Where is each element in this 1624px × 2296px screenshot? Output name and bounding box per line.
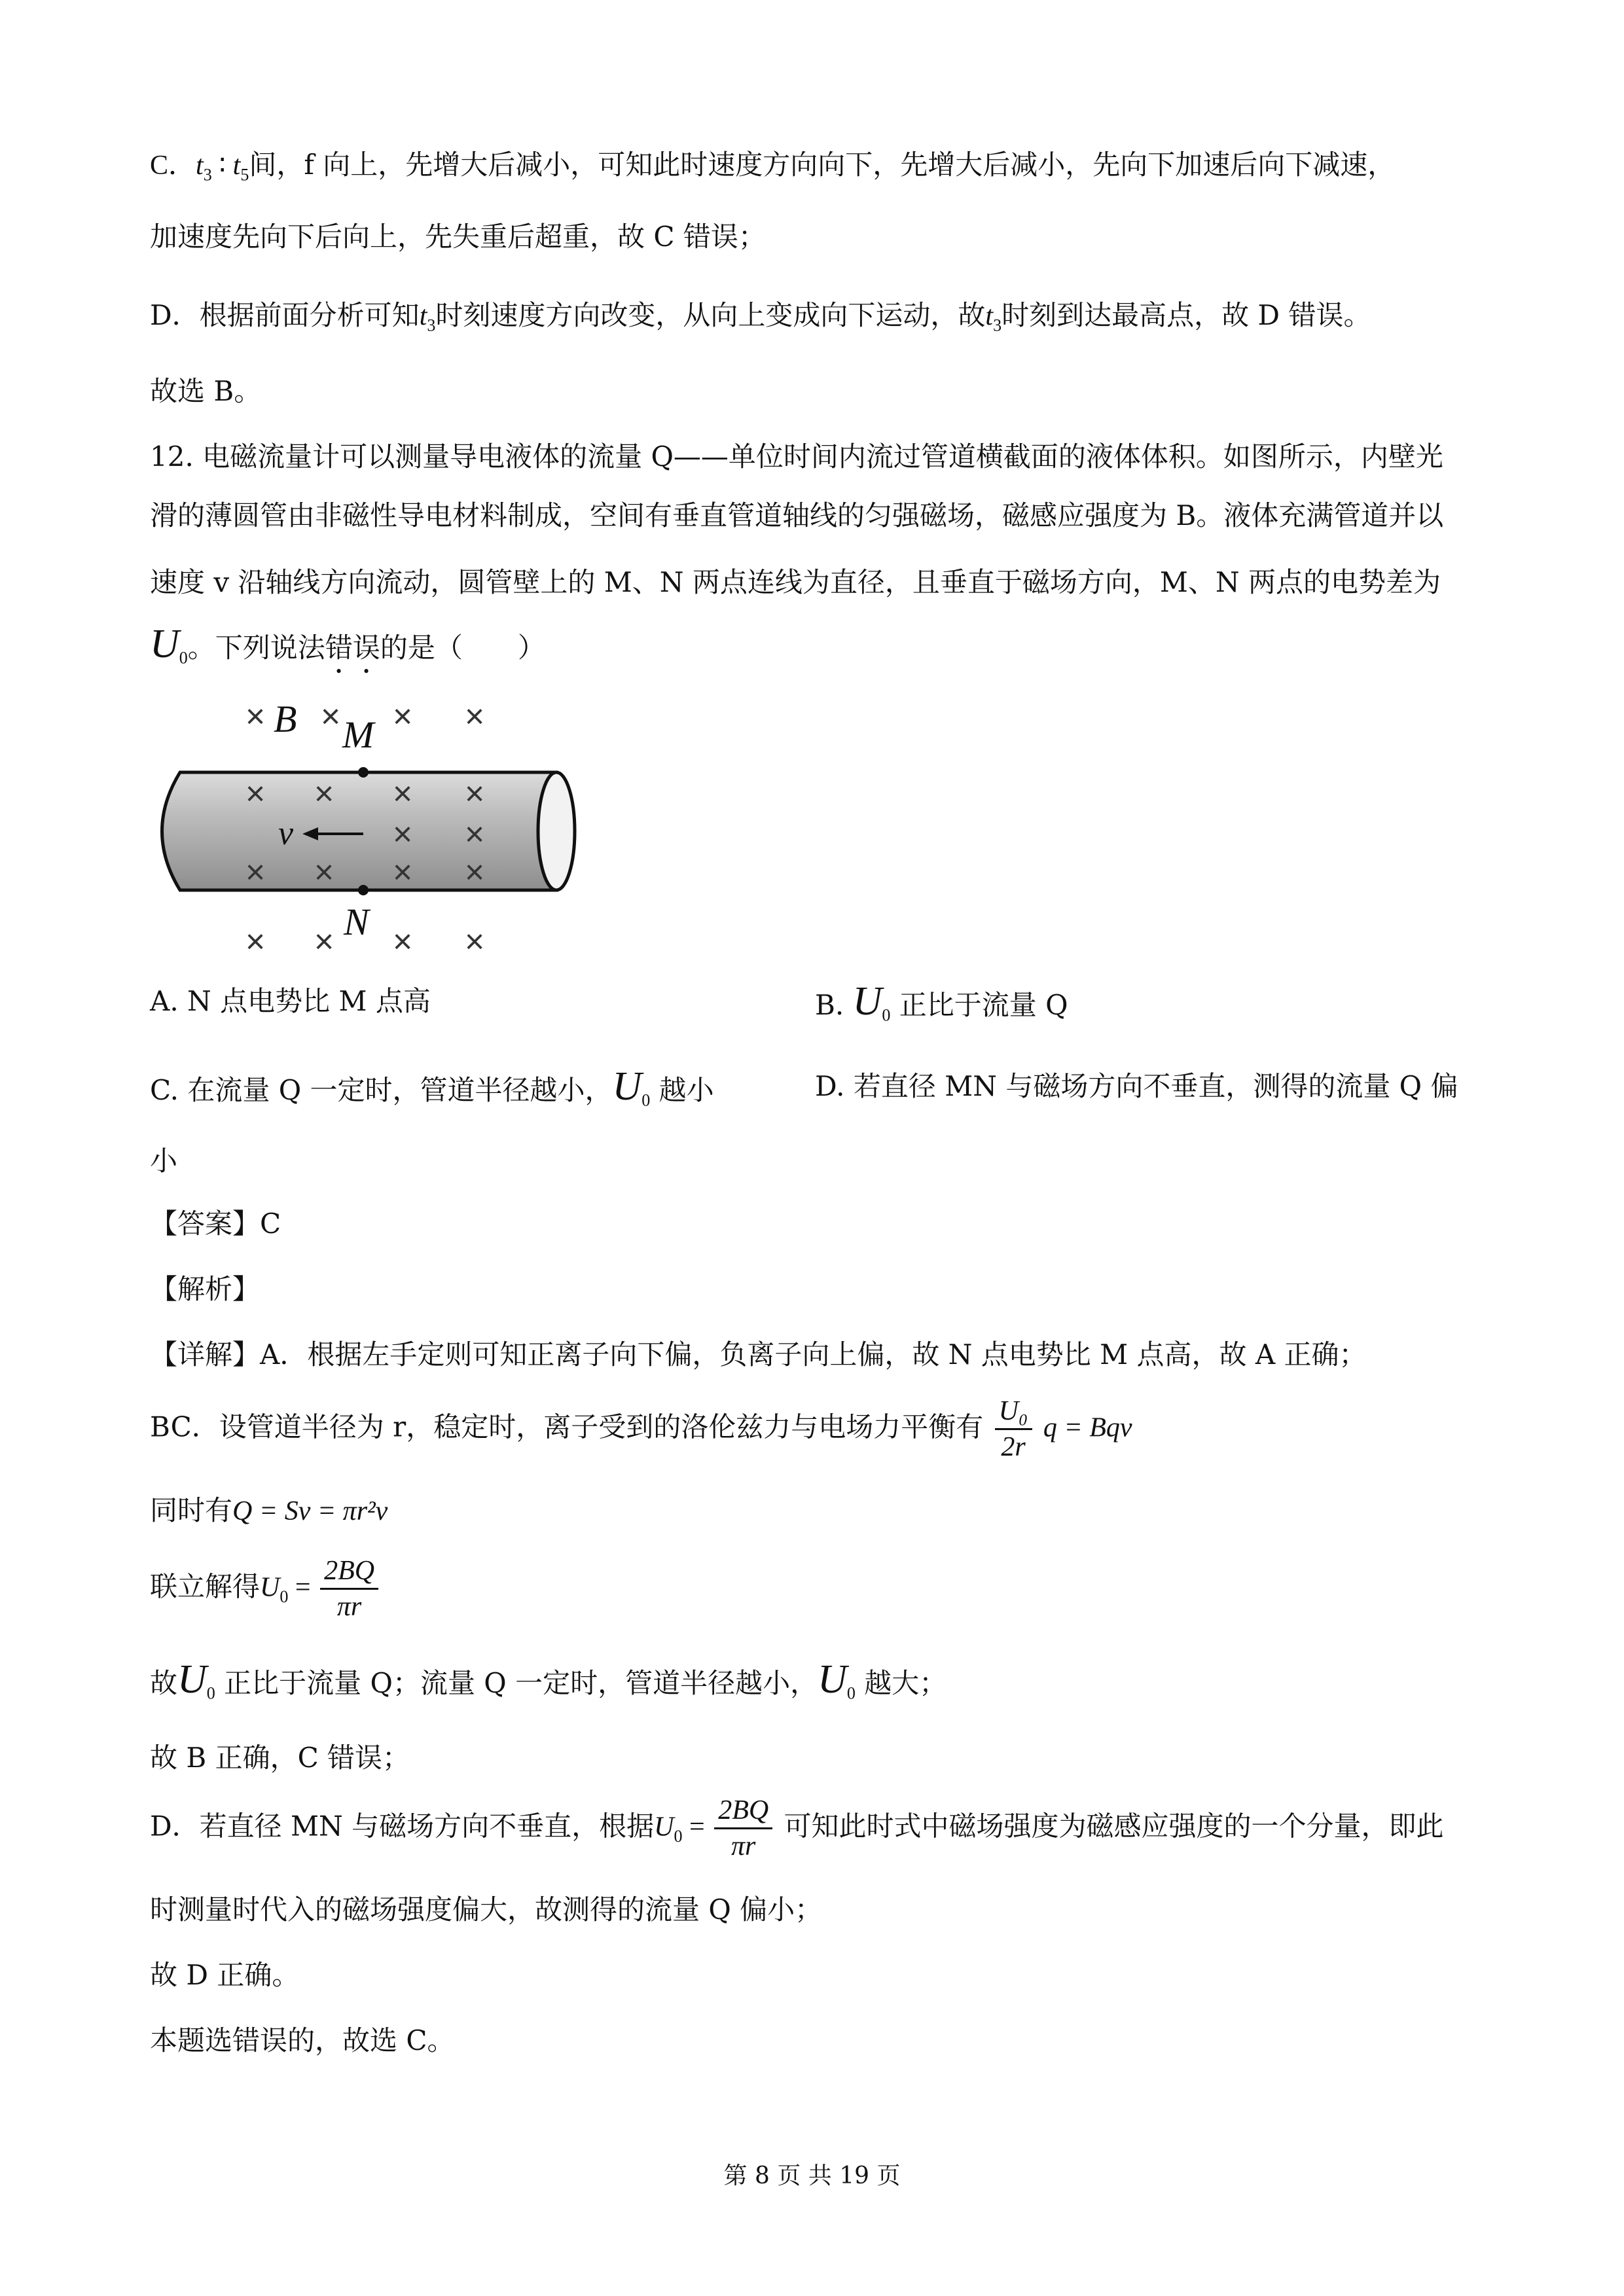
field-cross: × xyxy=(392,775,413,813)
label-B: B xyxy=(274,700,297,740)
option-c: C. 在流量 Q 一定时，管道半径越小，$U_0$ 越小 xyxy=(150,1064,714,1110)
detail-final: 本题选错误的，故选 C。 xyxy=(150,2024,455,2056)
field-cross: × xyxy=(314,775,334,813)
field-cross: × xyxy=(464,700,485,736)
fraction-2bq-over-pir-2: $\frac{2BQ}{\pi r}$ xyxy=(714,1793,772,1863)
prev-option-c-line1: C．$t_3$ ∶ $t_5$间，f 向上，先增大后减小，可知此时速度方向向下，先增大后减小，先向下加速后向下减速， xyxy=(150,149,1396,185)
prev-option-c-line2: 加速度先向下后向上，先失重后超重，故 C 错误； xyxy=(150,221,766,253)
q12-line4: $U_0$。下列说法错误的是（ ） xyxy=(150,622,545,668)
q12-line2: 滑的薄圆管由非磁性导电材料制成，空间有垂直管道轴线的匀强磁场，磁感应强度为 B。液体充满管道并以 xyxy=(150,499,1444,531)
q12-line1: 12. 电磁流量计可以测量导电液体的流量 Q——单位时间内流过管道横截面的液体体积。如图所示，内壁光 xyxy=(150,440,1443,473)
field-cross: × xyxy=(464,923,485,961)
detail-bc-line: BC．设管道半径为 r，稳定时，离子受到的洛伦兹力与电场力平衡有 $\frac{\text{U₀}}{2r}$ q = Bqv xyxy=(150,1394,1132,1464)
field-cross: × xyxy=(464,775,485,813)
field-cross: × xyxy=(245,700,266,736)
fraction-u0-over-2r: $\frac{\text{U₀}}{2r}$ xyxy=(995,1394,1032,1464)
flowmeter-figure xyxy=(144,700,602,962)
label-M: M xyxy=(342,713,374,756)
field-cross: × xyxy=(464,853,485,891)
option-d: D. 若直径 MN 与磁场方向不垂直，测得的流量 Q 偏 xyxy=(815,1070,1458,1102)
option-b: B. $U_0$ 正比于流量 Q xyxy=(815,979,1068,1025)
q12-line3: 速度 v 沿轴线方向流动，圆管壁上的 M、N 两点连线为直径，且垂直于磁场方向，M、N 两点的电势差为 xyxy=(150,566,1441,598)
page-footer: 第 8 页 共 19 页 xyxy=(723,2162,901,2189)
field-cross: × xyxy=(464,816,485,853)
fraction-2bq-over-pir: $\frac{2BQ}{\pi r}$ xyxy=(320,1554,378,1624)
field-cross: × xyxy=(314,923,334,961)
detail-d-result: 故 D 正确。 xyxy=(150,1959,300,1991)
field-cross: × xyxy=(320,700,341,736)
field-cross: × xyxy=(245,923,266,961)
field-cross: × xyxy=(392,700,413,736)
detail-bc-result: 故 B 正确，C 错误； xyxy=(150,1742,410,1774)
field-cross: × xyxy=(245,853,266,891)
field-cross: × xyxy=(314,853,334,891)
detail-d-line1: D．若直径 MN 与磁场方向不垂直，根据$U_0$ = $\frac{2BQ}{\pi r}$ 可知此时式中磁场强度为磁感应强度的一个分量，即此 xyxy=(150,1793,1444,1863)
point-N xyxy=(358,885,369,895)
point-M xyxy=(358,767,369,778)
field-cross: × xyxy=(392,853,413,891)
emphasis-word: 错误 xyxy=(325,632,380,664)
field-cross: × xyxy=(392,816,413,853)
analysis-label: 【解析】 xyxy=(150,1273,261,1305)
prev-option-d-line: D．根据前面分析可知$t_3$时刻速度方向改变，从向上变成向下运动，故$t_3$时刻到达最高点，故 D 错误。 xyxy=(150,299,1371,335)
detail-line1: 【详解】A．根据左手定则可知正离子向下偏，负离子向上偏，故 N 点电势比 M 点高，故 A 正确； xyxy=(150,1338,1367,1371)
prev-choose: 故选 B。 xyxy=(150,375,262,407)
detail-d-line2: 时测量时代入的磁场强度偏大，故测得的流量 Q 偏小； xyxy=(150,1893,823,1926)
option-a: A. N 点电势比 M 点高 xyxy=(150,985,431,1017)
field-cross: × xyxy=(392,923,413,961)
pipe-right-end xyxy=(538,772,575,890)
detail-solve-line: 联立解得$U_0$ = $\frac{2BQ}{\pi r}$ xyxy=(150,1554,381,1624)
label-N: N xyxy=(344,901,369,943)
label-v: v xyxy=(278,815,294,852)
option-d-line2: 小 xyxy=(150,1145,178,1177)
detail-conclusion: 故$U_0$ 正比于流量 Q；流量 Q 一定时，管道半径越小，$U_0$ 越大； xyxy=(150,1657,947,1703)
detail-flow-line: 同时有Q = Sv = πr²v xyxy=(150,1494,388,1526)
field-cross: × xyxy=(245,775,266,813)
pipe-body xyxy=(162,772,557,890)
answer-label: 【答案】C xyxy=(150,1208,281,1240)
